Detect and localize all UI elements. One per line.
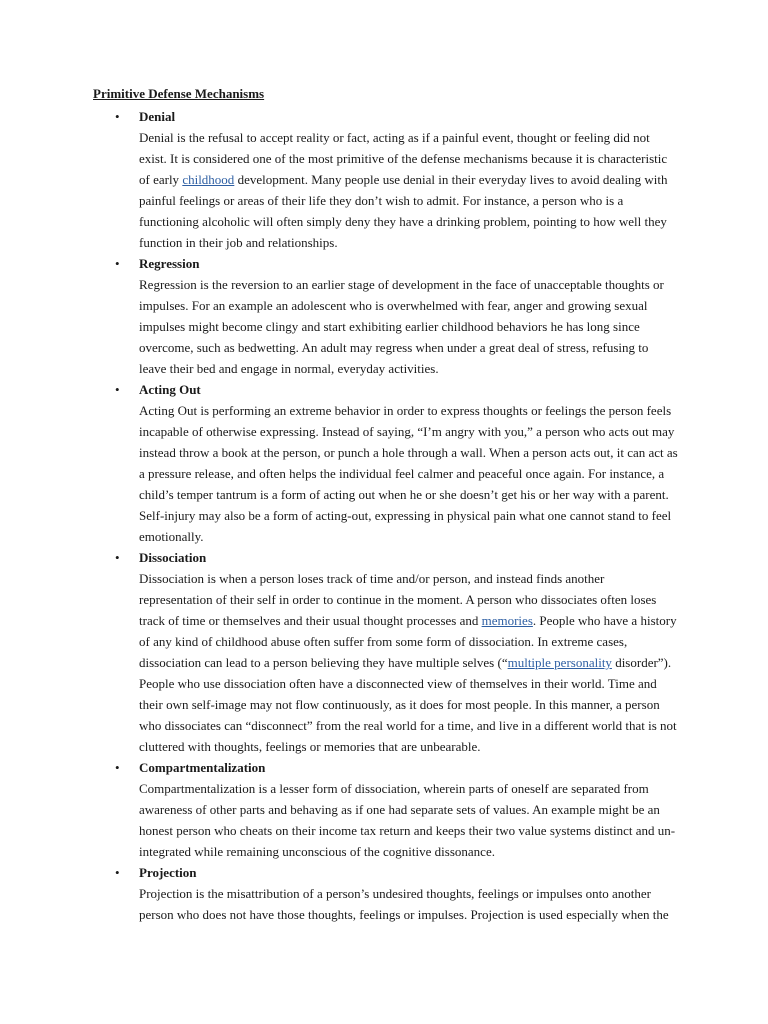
text-run: Compartmentalization is a lesser form of dissociation, wherein parts of oneself are separated from <box>139 781 649 796</box>
text-run: child’s temper tantrum is a form of acting out when he or she doesn’t get his or her way with a parent. <box>139 487 669 502</box>
mechanism-term: Denial <box>139 109 176 124</box>
text-run: incapable of otherwise expressing. Instead of saying, “I’m angry with you,” a person who acts out may <box>139 424 675 439</box>
mechanism-item-denial <box>0 106 768 253</box>
text-run: honest person who cheats on their income tax return and keeps their two value systems distinct and un- <box>139 823 676 838</box>
text-line <box>139 442 679 463</box>
text-run: painful feelings or areas of their life they don’t wish to admit. For instance, a person who is a <box>139 193 624 208</box>
mechanism-item-regression <box>0 253 768 379</box>
mechanism-description <box>139 568 679 757</box>
text-run: track of time or themselves and their usual thought processes and <box>139 613 482 628</box>
text-run: overcome, such as bedwetting. An adult may regress when under a great deal of stress, refusing to <box>139 340 649 355</box>
text-run: Acting Out is performing an extreme behavior in order to express thoughts or feelings the person feels <box>139 403 672 418</box>
text-run: . People who have a history <box>532 613 677 628</box>
mechanism-term: Acting Out <box>139 382 201 397</box>
text-line <box>139 589 679 610</box>
mechanism-description <box>139 778 679 862</box>
text-line <box>139 337 679 358</box>
document-title: Primitive Defense Mechanisms <box>93 86 265 101</box>
text-run: who dissociates can “disconnect” from the real world for a time, and live in a different world that is not <box>139 718 677 733</box>
text-line <box>139 316 679 337</box>
text-line <box>139 232 679 253</box>
text-line <box>139 652 679 673</box>
text-line <box>139 127 679 148</box>
text-line <box>139 673 679 694</box>
mechanism-description <box>139 127 679 253</box>
text-line <box>139 715 679 736</box>
text-run: function in their job and relationships. <box>139 235 338 250</box>
mechanism-item-dissociation <box>0 547 768 757</box>
text-run: Regression is the reversion to an earlier stage of development in the face of unacceptable thoughts or <box>139 277 664 292</box>
text-run: integrated while remaining unconscious of the cognitive dissonance. <box>139 844 495 859</box>
text-run: Dissociation is when a person loses track of time and/or person, and instead finds another <box>139 571 605 586</box>
text-run: of any kind of childhood abuse often suffer from some form of dissociation. In extreme cases, <box>139 634 628 649</box>
text-line <box>139 358 679 379</box>
mechanism-term: Regression <box>139 256 200 271</box>
text-line <box>139 505 679 526</box>
text-run: cluttered with thoughts, feelings or memories that are unbearable. <box>139 739 481 754</box>
mechanism-term: Projection <box>139 865 197 880</box>
text-run: functioning alcoholic will often simply deny they have a drinking problem, pointing to how well they <box>139 214 667 229</box>
text-run: impulses might become clingy and start exhibiting earlier childhood behaviors he has long since <box>139 319 640 334</box>
text-run: leave their bed and engage in normal, everyday activities. <box>139 361 439 376</box>
text-line <box>139 568 679 589</box>
hyperlink-childhood[interactable]: childhood <box>182 172 235 187</box>
mechanism-list <box>0 106 768 925</box>
text-line <box>139 736 679 757</box>
text-line <box>139 694 679 715</box>
text-line <box>139 841 679 862</box>
text-line <box>139 799 679 820</box>
text-line <box>139 274 679 295</box>
bullet-icon: • <box>115 550 120 565</box>
text-run: instead throw a book at the person, or punch a hole through a wall. When a person acts out, it can act as <box>139 445 678 460</box>
text-run: awareness of other parts and behaving as if one had separate sets of values. An example might be an <box>139 802 660 817</box>
mechanism-description <box>139 274 679 379</box>
text-line <box>139 610 679 631</box>
mechanism-description <box>139 400 679 547</box>
mechanism-item-acting-out <box>0 379 768 547</box>
text-run: Denial is the refusal to accept reality or fact, acting as if a painful event, thought or feeling did not <box>139 130 650 145</box>
text-line <box>139 778 679 799</box>
bullet-icon: • <box>115 256 120 271</box>
bullet-icon: • <box>115 865 120 880</box>
text-run: Projection is the misattribution of a person’s undesired thoughts, feelings or impulses onto another <box>139 886 651 901</box>
text-run: development. Many people use denial in their everyday lives to avoid dealing with <box>234 172 668 187</box>
text-run: representation of their self in order to continue in the moment. A person who dissociates often loses <box>139 592 657 607</box>
hyperlink-memories[interactable]: memories <box>481 613 533 628</box>
text-line <box>139 169 679 190</box>
hyperlink-multiple-personality[interactable]: multiple personality <box>507 655 612 670</box>
bullet-icon: • <box>115 109 120 124</box>
text-line <box>139 190 679 211</box>
mechanism-term: Compartmentalization <box>139 760 266 775</box>
mechanism-description <box>139 883 679 925</box>
text-line <box>139 295 679 316</box>
text-run: emotionally. <box>139 529 204 544</box>
text-line <box>139 904 679 925</box>
mechanism-term: Dissociation <box>139 550 207 565</box>
text-run: Self-injury may also be a form of acting-out, expressing in physical pain what one cannot stand to feel <box>139 508 672 523</box>
text-line <box>139 820 679 841</box>
mechanism-item-projection <box>0 862 768 925</box>
bullet-icon: • <box>115 382 120 397</box>
text-run: a pressure release, and often helps the individual feel calmer and peaceful once again. For instance, a <box>139 466 665 481</box>
text-run: their own self-image may not flow continuously, as it does for most people. In this manner, a person <box>139 697 660 712</box>
text-run: disorder”). <box>611 655 672 670</box>
text-line <box>139 463 679 484</box>
text-run: of early <box>139 172 183 187</box>
text-line <box>139 526 679 547</box>
text-line <box>139 631 679 652</box>
text-line <box>139 421 679 442</box>
bullet-icon: • <box>115 760 120 775</box>
mechanism-item-compartmentalization <box>0 757 768 862</box>
text-run: exist. It is considered one of the most primitive of the defense mechanisms because it is characteristic <box>139 151 668 166</box>
text-line <box>139 400 679 421</box>
text-line <box>139 148 679 169</box>
text-run: dissociation can lead to a person believing they have multiple selves (“ <box>139 655 508 670</box>
text-line <box>139 484 679 505</box>
text-run: People who use dissociation often have a disconnected view of themselves in their world. Time and <box>139 676 657 691</box>
text-run: impulses. For an example an adolescent who is overwhelmed with fear, anger and growing sexual <box>139 298 648 313</box>
text-run: person who does not have those thoughts, feelings or impulses. Projection is used especially when the <box>139 907 669 922</box>
text-line <box>139 211 679 232</box>
text-line <box>139 883 679 904</box>
